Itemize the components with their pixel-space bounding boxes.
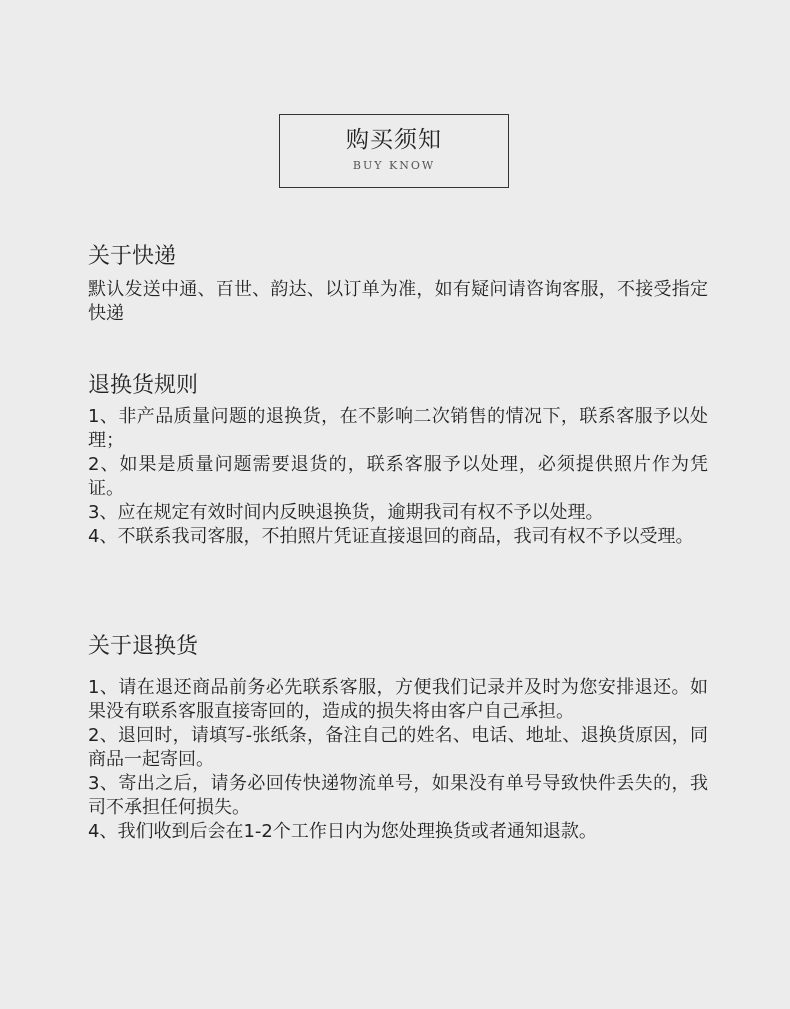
section-heading: 关于退换货 <box>88 634 199 659</box>
rule-item: 1、非产品质量问题的退换货，在不影响二次销售的情况下，联系客服予以处理； <box>88 406 708 451</box>
page-subtitle: BUY KNOW <box>352 159 436 172</box>
return-item: 3、寄出之后，请务必回传快递物流单号，如果没有单号导致快件丢失的，我司不承担任何损失。 <box>88 773 708 818</box>
section-about-returns <box>88 632 708 844</box>
section-return-rules <box>88 371 708 549</box>
return-item: 2、退回时，请填写-张纸条，备注自己的姓名、电话、地址、退换货原因，同商品一起寄回。 <box>88 725 708 770</box>
section-heading: 退换货规则 <box>88 373 199 398</box>
return-item: 4、我们收到后会在1-2个工作日内为您处理换货或者通知退款。 <box>88 821 597 842</box>
rule-item: 2、如果是质量问题需要退货的，联系客服予以处理，必须提供照片作为凭证。 <box>88 454 708 499</box>
section-express <box>88 242 708 326</box>
rule-item: 3、应在规定有效时间内反映退换货，逾期我司有权不予以处理。 <box>88 502 604 523</box>
title-box <box>279 114 509 188</box>
page-title: 购买须知 <box>346 127 442 153</box>
return-item: 1、请在退还商品前务必先联系客服，方便我们记录并及时为您安排退还。如果没有联系客服直接寄回的，造成的损失将由客户自己承担。 <box>88 677 708 722</box>
rule-item: 4、不联系我司客服，不拍照片凭证直接退回的商品，我司有权不予以受理。 <box>88 526 694 547</box>
section-heading: 关于快递 <box>88 244 177 269</box>
section-text: 默认发送中通、百世、韵达、以订单为准，如有疑问请咨询客服，不接受指定快递 <box>88 279 708 324</box>
